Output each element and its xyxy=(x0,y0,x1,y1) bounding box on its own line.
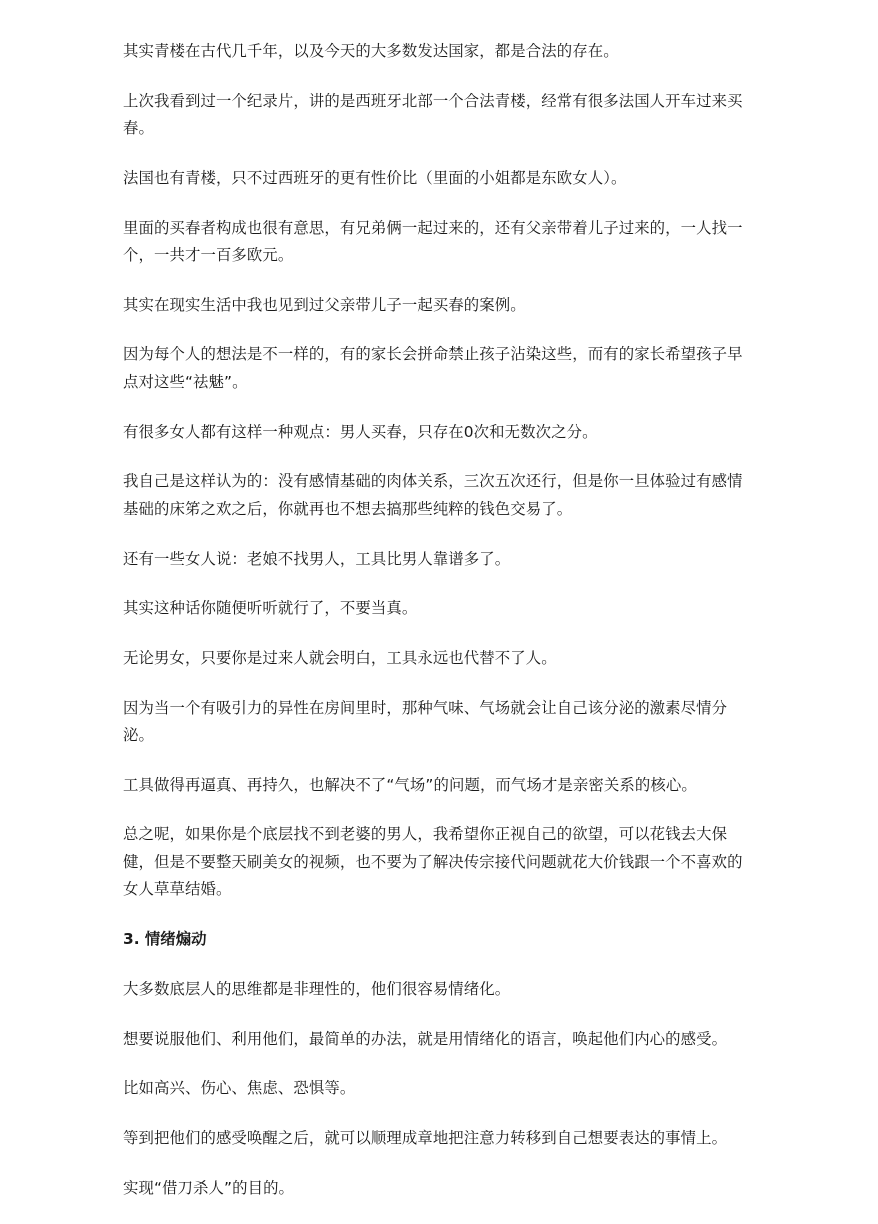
paragraph: 想要说服他们、利用他们，最简单的办法，就是用情绪化的语言，唤起他们内心的感受。 xyxy=(123,1029,728,1048)
article-body xyxy=(123,38,748,1224)
paragraph: 总之呢，如果你是个底层找不到老婆的男人，我希望你正视自己的欲望，可以花钱去大保健，但是不要整天刷美女的视频，也不要为了解决传宗接代问题就花大价钱跟一个不喜欢的女人草草结婚。 xyxy=(123,825,743,899)
paragraph: 无论男女，只要你是过来人就会明白，工具永远也代替不了人。 xyxy=(123,648,557,667)
paragraph: 有很多女人都有这样一种观点：男人买春，只存在0次和无数次之分。 xyxy=(123,422,598,441)
paragraph: 大多数底层人的思维都是非理性的，他们很容易情绪化。 xyxy=(123,979,511,998)
paragraph: 上次我看到过一个纪录片，讲的是西班牙北部一个合法青楼，经常有很多法国人开车过来买春。 xyxy=(123,91,743,138)
paragraph: 因为每个人的想法是不一样的，有的家长会拼命禁止孩子沾染这些，而有的家长希望孩子早点对这些“祛魅”。 xyxy=(123,345,743,391)
paragraph: 其实这种话你随便听听就行了，不要当真。 xyxy=(123,599,418,618)
paragraph: 等到把他们的感受唤醒之后，就可以顺理成章地把注意力转移到自己想要表达的事情上。 xyxy=(123,1128,728,1147)
paragraph: 实现“借刀杀人”的目的。 xyxy=(123,1178,295,1197)
paragraph: 工具做得再逼真、再持久，也解决不了“气场”的问题，而气场才是亲密关系的核心。 xyxy=(123,775,697,794)
paragraph: 我自己是这样认为的：没有感情基础的肉体关系，三次五次还行，但是你一旦体验过有感情基础的床笫之欢之后，你就再也不想去搞那些纯粹的钱色交易了。 xyxy=(123,472,743,518)
paragraph: 因为当一个有吸引力的异性在房间里时，那种气味、气场就会让自己该分泌的激素尽情分泌。 xyxy=(123,698,728,745)
paragraph: 其实青楼在古代几千年，以及今天的大多数发达国家，都是合法的存在。 xyxy=(123,42,619,60)
paragraph: 还有一些女人说：老娘不找男人，工具比男人靠谱多了。 xyxy=(123,549,511,568)
section-heading: 3. 情绪煽动 xyxy=(123,930,207,949)
paragraph: 比如高兴、伤心、焦虑、恐惧等。 xyxy=(123,1079,356,1098)
paragraph: 其实在现实生活中我也见到过父亲带儿子一起买春的案例。 xyxy=(123,295,526,314)
paragraph: 里面的买春者构成也很有意思，有兄弟俩一起过来的，还有父亲带着儿子过来的，一人找一个，一共才一百多欧元。 xyxy=(123,218,743,265)
paragraph: 法国也有青楼，只不过西班牙的更有性价比（里面的小姐都是东欧女人）。 xyxy=(123,168,627,187)
